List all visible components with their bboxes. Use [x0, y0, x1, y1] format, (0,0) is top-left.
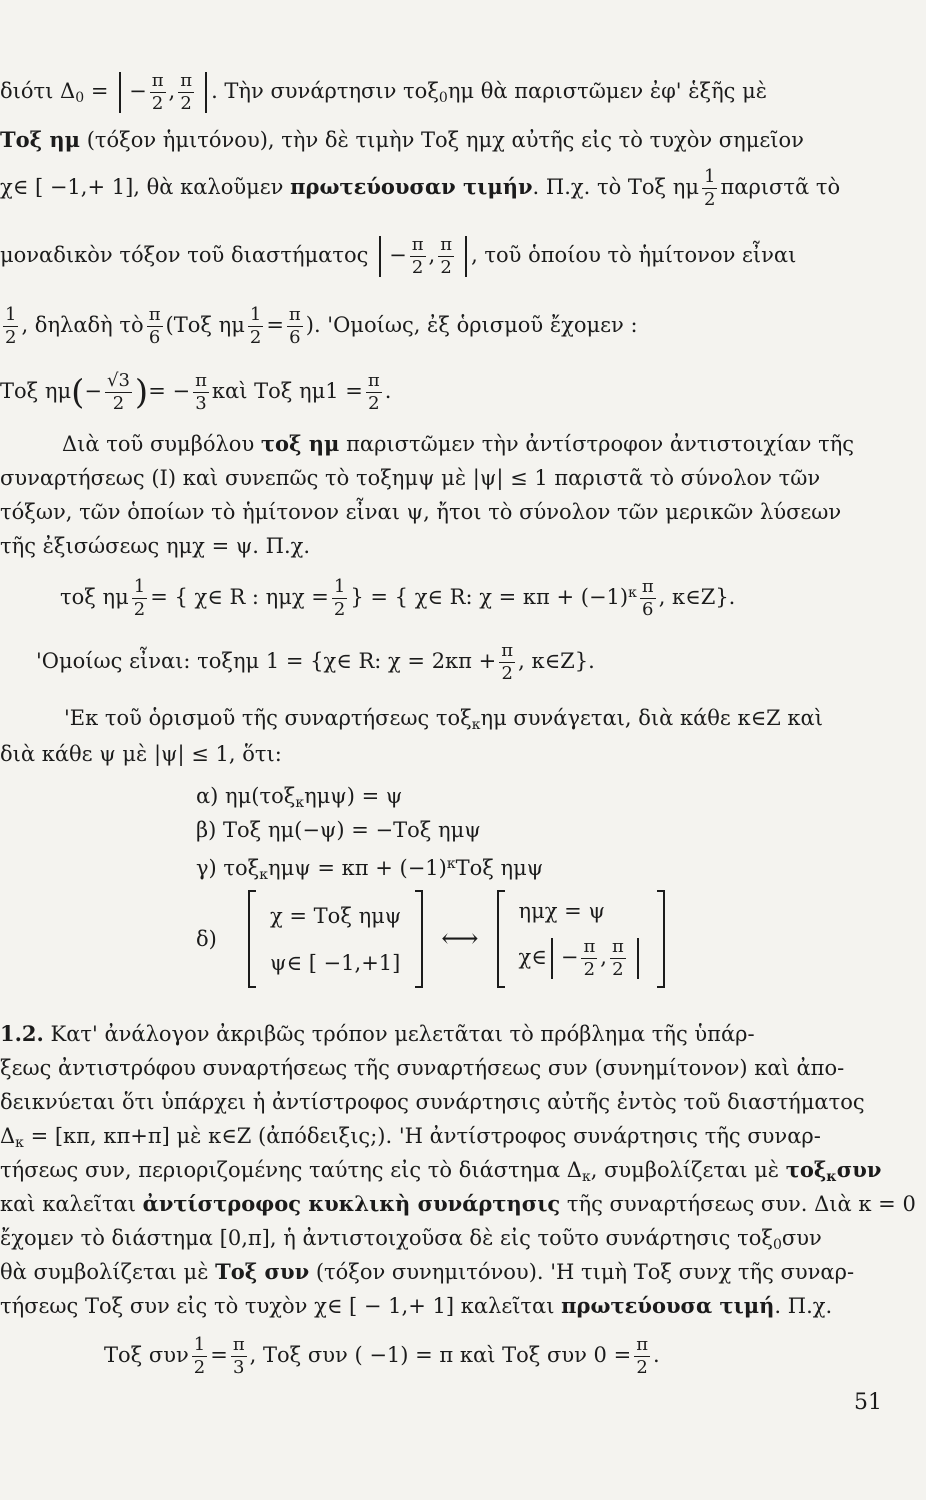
bold-term: ἀντίστροφος κυκλικὴ συνάρτησις	[142, 1191, 561, 1216]
denominator: 2	[704, 189, 716, 210]
numerator: 1	[5, 304, 17, 325]
subscript: 0	[772, 1237, 782, 1253]
fraction	[634, 1336, 650, 1377]
text: τήσεως Τοξ συν εἰς τὸ τυχὸν χ∈ [ − 1,+ 1] καλεῖται	[0, 1294, 562, 1318]
text: θὰ συμβολίζεται μὲ	[0, 1260, 216, 1284]
text: , Τοξ συν ( −1) = π καὶ Τοξ συν 0 =	[249, 1343, 632, 1367]
fraction	[192, 1336, 207, 1377]
text: χ∈ [ −1,+ 1], θὰ καλοῦμεν	[0, 175, 291, 199]
text-line	[0, 1020, 926, 1048]
interval-bracket	[379, 236, 467, 277]
denominator: 2	[133, 599, 146, 620]
text: α) ημ(τοξ	[196, 784, 296, 808]
equation-line	[60, 578, 926, 619]
text: ψ∈ [ −1,+1]	[270, 950, 401, 975]
text-line: διὰ κάθε ψ μὲ |ψ| ≤ 1, ὅτι:	[0, 742, 282, 766]
minus-sign: −	[560, 944, 579, 969]
text: παριστῶμεν τὴν ἀντίστροφον ἀντιστοιχίαν τῆς	[339, 432, 855, 456]
list-item	[196, 850, 926, 889]
text-line: συναρτήσεως (I) καὶ συνεπῶς τὸ τοξημψ μὲ |ψ| ≤ 1 παριστᾶ τὸ σύνολον τῶν	[0, 466, 821, 490]
text: 'Ομοίως εἶναι: τοξημ 1 = {χ∈ R: χ = 2κπ +	[36, 649, 497, 673]
text: ημψ) = ψ	[304, 784, 403, 808]
comma: ,	[600, 944, 607, 969]
text: ἔχομεν τὸ διάστημα [0,π], ἡ ἀντιστοιχοῦσα δὲ εἰς τοῦτο συνάρτησις τοξ	[0, 1226, 773, 1250]
numerator: π	[151, 70, 164, 91]
text-line	[0, 1258, 926, 1286]
numerator: π	[148, 304, 161, 325]
text-line	[64, 704, 926, 739]
fraction	[581, 935, 597, 980]
numerator: 1	[249, 304, 262, 325]
text: .	[384, 379, 392, 403]
text: , κ∈Z}.	[518, 649, 595, 673]
text-line	[0, 72, 926, 113]
text: , δηλαδὴ τὸ	[21, 313, 144, 337]
text: ημψ = κπ + (−1)	[268, 856, 447, 880]
text: = [κπ, κπ+π] μὲ κ∈Z (ἀπόδειξις;). 'Η ἀντίστροφος συνάρτησις τῆς συναρ-	[23, 1124, 821, 1148]
numerator: π	[180, 70, 193, 91]
text-line: ξεως ἀντιστρόφου συναρτήσεως τῆς συναρτήσεως συν (συνημίτονον) καὶ ἀπο-	[0, 1056, 845, 1080]
subscript: κ	[259, 867, 268, 883]
text: . Π.χ.	[774, 1294, 833, 1318]
text-line	[0, 1190, 926, 1218]
text: Διὰ τοῦ συμβόλου	[62, 432, 261, 456]
bold-term: Τοξ ημ	[0, 127, 81, 152]
superscript: κ	[628, 585, 637, 601]
numerator: π	[232, 1334, 245, 1355]
text: .	[653, 1343, 660, 1367]
denominator: 2	[333, 599, 346, 620]
bold-term: πρωτεύουσαν τιμήν	[290, 174, 533, 199]
subscript: κ	[581, 1169, 591, 1185]
equation-line	[36, 642, 926, 683]
text: , συμβολίζεται μὲ	[590, 1158, 786, 1182]
numerator: π	[636, 1334, 649, 1355]
denominator: 2	[151, 93, 164, 114]
list-item: β) Τοξ ημ(−ψ) = −Τοξ ημψ	[196, 818, 481, 842]
fraction	[410, 236, 426, 277]
section-number: 1.2.	[0, 1021, 44, 1046]
text-line	[0, 1156, 926, 1191]
text-line	[0, 168, 926, 209]
text: (τόξον ἡμιτόνου), τὴν δὲ τιμὴν Τοξ ημχ αὐτῆς εἰς τὸ τυχὸν σημεῖον	[80, 128, 804, 152]
numerator: π	[611, 935, 624, 957]
text-line	[0, 236, 926, 277]
text: γ) τοξ	[196, 856, 260, 880]
text-line	[62, 430, 926, 458]
fraction	[287, 306, 303, 347]
numerator: √3	[107, 370, 130, 391]
text: ημ θὰ παριστῶμεν ἐφ' ἑξῆς μὲ	[447, 79, 768, 103]
system-column	[256, 892, 415, 986]
denominator: 2	[612, 958, 624, 980]
right-brace	[657, 890, 665, 988]
left-brace	[248, 890, 256, 988]
interval-bracket	[551, 935, 639, 980]
subscript: κ	[295, 795, 305, 811]
subscript: κ	[471, 717, 481, 733]
text: διότι Δ	[0, 79, 76, 103]
text	[518, 935, 643, 980]
comma: ,	[168, 79, 176, 103]
system-column	[505, 892, 657, 986]
text: , κ∈Z}.	[658, 585, 736, 609]
text: παριστᾶ τὸ	[720, 175, 841, 199]
text: τοξ ημ	[60, 585, 129, 609]
denominator: 2	[249, 327, 262, 348]
text: μοναδικὸν τόξον τοῦ διαστήματος	[0, 243, 369, 267]
denominator: 2	[368, 393, 380, 414]
minus-sign: −	[129, 79, 147, 103]
text: Τοξ ημ	[0, 379, 72, 403]
numerator: π	[195, 370, 207, 391]
bold-term: συν	[836, 1157, 882, 1182]
subscript: κ	[826, 1169, 837, 1185]
denominator: 6	[148, 327, 161, 348]
text: καὶ καλεῖται	[0, 1192, 143, 1216]
numerator: π	[583, 935, 596, 957]
text-line	[0, 1224, 926, 1259]
text: , τοῦ ὁποίου τὸ ἡμίτονον εἶναι	[471, 243, 797, 267]
equals: =	[266, 313, 284, 337]
text-line	[0, 126, 926, 154]
fraction	[640, 578, 656, 619]
text: συν	[781, 1226, 822, 1250]
text: Τοξ συν	[104, 1343, 189, 1367]
denominator: 6	[642, 599, 654, 620]
bold-term: τοξ	[785, 1157, 827, 1182]
right-brace	[415, 890, 423, 988]
numerator: 1	[133, 576, 146, 597]
text-line: τῆς ἐξισώσεως ημχ = ψ. Π.χ.	[0, 534, 311, 558]
bold-term: πρωτεύουσα τιμή	[561, 1293, 775, 1318]
numerator: π	[411, 234, 424, 255]
denominator: 2	[5, 327, 17, 348]
text: } = { χ∈ R: χ = κπ + (−1)	[350, 585, 629, 609]
denominator: 6	[289, 327, 301, 348]
superscript: κ	[446, 856, 456, 872]
text: = −	[148, 379, 191, 403]
text: =	[84, 79, 116, 103]
fraction	[438, 236, 454, 277]
text: (τόξον συνημιτόνου). 'Η τιμὴ Τοξ συνχ τῆς συναρ-	[309, 1260, 855, 1284]
numerator: π	[288, 304, 301, 325]
fraction	[610, 935, 626, 980]
text: χ = Τοξ ημψ	[270, 903, 402, 928]
list-item	[196, 782, 926, 817]
denominator: 2	[583, 958, 596, 980]
fraction	[248, 306, 263, 347]
fraction	[132, 578, 147, 619]
minus-sign: −	[84, 379, 102, 403]
numerator: 1	[704, 166, 716, 187]
page-number: 51	[854, 1390, 882, 1415]
text: ). 'Ομοίως, ἐξ ὁρισμοῦ ἔχομεν :	[305, 313, 638, 337]
fraction	[499, 642, 515, 683]
denominator: 2	[112, 393, 125, 414]
text: Δ	[0, 1124, 16, 1148]
text-line	[0, 372, 926, 413]
equation-line	[104, 1336, 926, 1377]
numerator: 1	[333, 576, 346, 597]
subscript: κ	[15, 1135, 24, 1151]
numerator: π	[501, 640, 514, 661]
text-line	[0, 306, 926, 347]
numerator: π	[440, 234, 453, 255]
text: τήσεως συν, περιοριζομένης ταύτης εἰς τὸ διάστημα Δ	[0, 1158, 582, 1182]
equals: =	[210, 1343, 228, 1367]
paren: (	[71, 372, 85, 413]
text: χ∈	[518, 944, 547, 969]
text: Τοξ ημψ	[455, 856, 544, 880]
text: . Τὴν συνάρτησιν τοξ	[211, 79, 439, 103]
denominator: 3	[233, 1357, 245, 1378]
fraction	[150, 72, 166, 113]
numerator: 1	[193, 1334, 206, 1355]
fraction	[702, 168, 717, 209]
fraction	[193, 372, 209, 413]
denominator: 2	[501, 663, 513, 684]
fraction	[231, 1336, 247, 1377]
text-line	[0, 1292, 926, 1320]
numerator: π	[367, 370, 380, 391]
list-item-label: δ)	[196, 927, 217, 951]
text: . Π.χ. τὸ Τοξ ημ	[532, 175, 700, 199]
fraction	[105, 372, 132, 413]
left-brace	[497, 890, 505, 988]
text: = { χ∈ R : ημχ =	[150, 585, 329, 609]
minus-sign: −	[389, 243, 407, 267]
denominator: 3	[195, 393, 207, 414]
paren: )	[134, 372, 149, 413]
text: ημ συνάγεται, διὰ κάθε κ∈Z καὶ	[480, 706, 823, 730]
fraction	[366, 372, 382, 413]
denominator: 2	[411, 257, 424, 278]
text: καὶ Τοξ ημ1 =	[211, 379, 363, 403]
fraction	[332, 578, 347, 619]
fraction	[178, 72, 194, 113]
text: 'Εκ τοῦ ὁρισμοῦ τῆς συναρτήσεως τοξ	[64, 706, 472, 730]
text: τῆς συναρτήσεως συν. Διὰ κ = 0	[560, 1192, 916, 1216]
fraction	[147, 306, 163, 347]
comma: ,	[428, 243, 436, 267]
text-line: δεικνύεται ὅτι ὑπάρχει ἡ ἀντίστροφος συνάρτησις αὐτῆς ἐντὸς τοῦ διαστήματος	[0, 1090, 865, 1114]
fraction	[3, 306, 18, 347]
interval-bracket	[119, 72, 207, 113]
bold-term: Τοξ συν	[215, 1259, 310, 1284]
denominator: 2	[180, 93, 192, 114]
denominator: 2	[193, 1357, 206, 1378]
equivalence-arrow-icon: ⟷	[441, 924, 479, 954]
text: (Τοξ ημ	[165, 313, 245, 337]
equation-system	[248, 890, 665, 988]
text: ημχ = ψ	[518, 899, 605, 924]
subscript: 0	[438, 90, 448, 106]
denominator: 2	[440, 257, 452, 278]
bold-term: τοξ ημ	[260, 431, 340, 456]
numerator: π	[641, 576, 654, 597]
text: Κατ' ἀνάλογον ἀκριβῶς τρόπον μελετᾶται τὸ πρόβλημα τῆς ὑπάρ-	[43, 1022, 755, 1046]
denominator: 2	[636, 1357, 648, 1378]
subscript: 0	[75, 90, 85, 106]
text-line: τόξων, τῶν ὁποίων τὸ ἡμίτονον εἶναι ψ, ἤτοι τὸ σύνολον τῶν μερικῶν λύσεων	[0, 500, 842, 524]
text-line	[0, 1122, 926, 1157]
